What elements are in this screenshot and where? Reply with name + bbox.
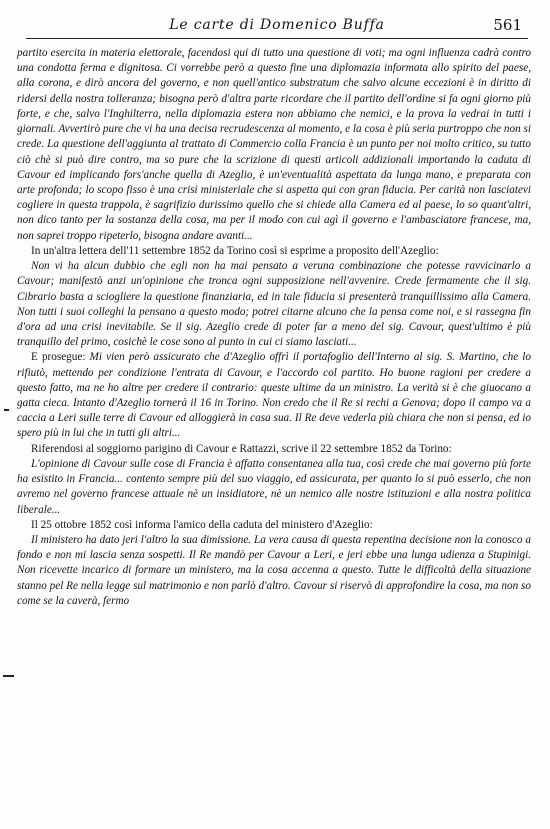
quote-paragraph: Il ministero ha dato jeri l'altro la sua dimissione. La vera causa di questa repentina decisione non la conosco a fondo e non mi lascia senza sospetti. Il Re mandò per Cavour a Leri, e jeri ebbe una lunga udienza a Stupinigi. Non ricevette incarico di formare un ministero, ma la cosa accenna a questo. Tutte le difficoltà della situazione stanno pel Re nella legge sul matrimonio e non parlò d'altro. Cavour si riservò di approfondire la cosa, ma non so come se la caverà, fermo <box>17 534 531 607</box>
quote-paragraph: Non vi ha alcun dubbio che egli non ha mai pensato a veruna combinazione che potesse ravvicinarlo a Cavour; manifestò anzi un'opinione che tronca ogni supposizione nell'avvenire. Crede fermamente che il sig. Cibrario basta a sciogliere la questione finanziaria, ed in tale fiducia si presenterà tranquillissimo alla Camera. Non tutti i suoi colleghi la pensano a questo modo; potrei citarne alcuno che la pensa come noi, e si rassegna fin d'ora ad una crisi inevitabile. Se il sig. Azeglio crede di poter far a meno del sig. Cavour, quest'ultimo è più tranquillo del primo, cosichè le cose sono al punto in cui ci siamo lasciati... <box>17 260 531 349</box>
running-header <box>26 14 528 39</box>
narrative-paragraph: In un'altra lettera dell'11 settembre 1852 da Torino così si esprime a proposito dell'Azeglio: <box>31 244 439 257</box>
narrative-lead: E prosegue: <box>31 351 90 364</box>
quote-text: Mi vien però assicurato che d'Azeglio offrì il portafoglio dell'Interno al sig. S. Martino, che lo rifiutò, mettendo per condizione l'entrata di Cavour, e l'accordo col partito. Ho buone ragioni per credere a questo fatto, ma ne ho altre per credere il contrario: queste ultime da un ministro. La verità si è che giuocano a gatta cieca. Intanto d'Azeglio tornerà il 16 in Torino. Non credo che il Re si rechi a Genova; dopo il campo va a caccia a Leri sulle terre di Cavour ed alloggierà in casa sua. Il Re deve vederla più chiara che non si pensa, ed io spero più in lui che in tutti gli altri... <box>17 351 531 440</box>
margin-bar-mark <box>3 675 14 677</box>
running-title: Le carte di Domenico Buffa <box>169 17 385 33</box>
quote-paragraph: partito esercita in materia elettorale, facendosi qui di tutto una questione di voti; ma ogni influenza cadrà contro una condotta ferma e dignitosa. Ci vorrebbe però a questo fine una diplomazia informata allo spirito del paese, alla corona, e dirò ancora del governo, e non quell'antico substratum che salvo alcune eccezioni è in diritto di ridersi della nostra tolleranza; bisogna però d'altra parte ricordare che il partito dell'ordine si fa ogni giorno più forte, e che, salvo l'Inghilterra, nella diplomazia estera non abbiamo che nemici, e la prova la vedrai in tutti i giornali. Avvertirò pure che vi ha una decisa recrudescenza al momento, e la cosa è più seria purtroppo che non si crede. La questione dell'aggiunta al trattato di Commercio colla Francia è un punto per noi molto critico, su tutto ciò chè si può dire contro, ma so pure che la scrizione di questi articoli addizionali importando la caduta di Cavour ed implicando fors'anche quella di Azeglio, è un'eventualità aspettata da lunga mano, e preparata con arte profonda; lo scopo fisso è una crisi ministeriale che si aspetta qui con gran fiducia. Per carità non lasciatevi cogliere in questa trappola, è sagrifizio durissimo quello che si chiede alla Camera ed al paese, lo so quant'altri, non dico tanto per la sostanza della cosa, ma per il modo con cui agì il governo e l'ambasciatore francese, ma, non saprei troppo ripeterlo, bisogna andare avanti... <box>17 47 531 242</box>
margin-dash-mark <box>4 409 9 411</box>
page-number: 561 <box>493 16 522 34</box>
quote-paragraph: L'opinione di Cavour sulle cose di Francia è affatto consentanea alla tua, così crede che mai governo più forte ha esistito in Francia... contento sempre più del suo viaggio, ed assicurata, per quanto lo si può esserlo, che non avremo nel governo francese attuale nè un insidiatore, nè un nemico alle nostre istituzioni e alla nostra politica liberale... <box>17 457 531 516</box>
mixed-paragraph <box>17 350 531 441</box>
page-body <box>17 46 531 609</box>
narrative-paragraph: Il 25 ottobre 1852 così informa l'amico della caduta del ministero d'Azeglio: <box>31 518 373 531</box>
narrative-paragraph: Riferendosi al soggiorno parigino di Cavour e Rattazzi, scrive il 22 settembre 1852 da Torino: <box>31 442 452 455</box>
